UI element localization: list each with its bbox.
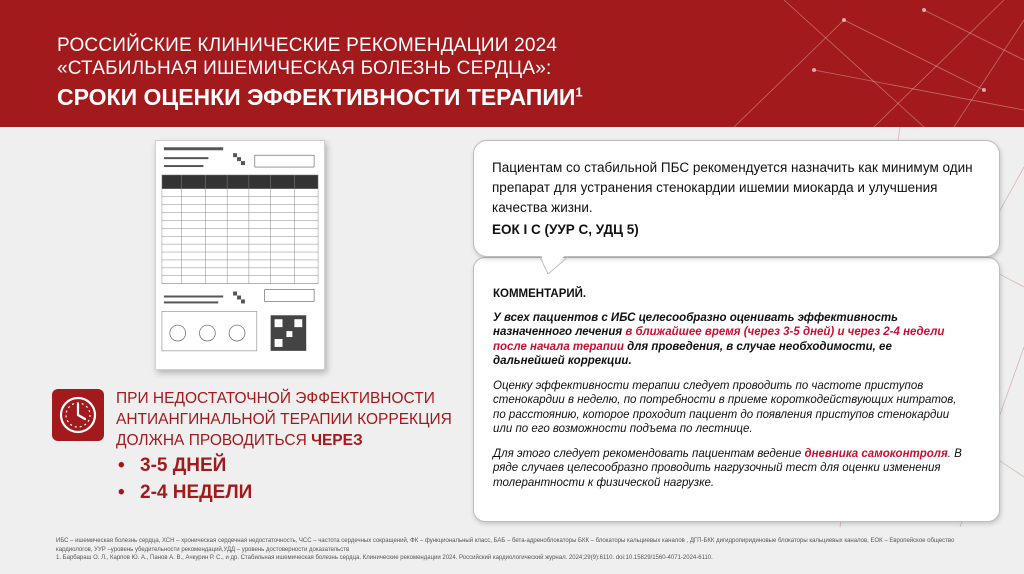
recommendation-text (492, 158, 987, 240)
correction-note (116, 388, 456, 451)
clock-icon (52, 389, 104, 441)
header-title-line1: РОССИЙСКИЕ КЛИНИЧЕСКИЕ РЕКОМЕНДАЦИИ 2024 (57, 35, 558, 56)
comment-p1-highlight: в ближайшее время (через 3-5 дней) и через 2-4 недели после начала терапии (493, 326, 945, 353)
comment-p3-highlight: дневника самоконтроля (804, 447, 948, 460)
term-item (118, 452, 252, 479)
comment-p1-tail: для проведения, в случае необходимости, ее дальнейшей коррекции. (493, 340, 892, 367)
comment-title: КОММЕНТАРИЙ. (493, 288, 587, 300)
self-control-diary-thumbnail (155, 140, 325, 370)
terms-list (118, 452, 252, 506)
recommendation-body: Пациентам со стабильной ПБС рекомендуется назначить как минимум один препарат для устранения стенокардии ишемии миокарда и улучшения качества жизни. (492, 160, 973, 215)
bullet-icon: • (118, 455, 125, 476)
header-title-main (57, 84, 583, 111)
comment-paragraph-2: Оценку эффективности терапии следует проводить по частоте приступов стенокардии в неделю, по потребности в приеме короткодействующих нитратов, по расстоянию, которое проходит пациент до появления приступов стенокардии или по его возможности подъема по лестнице. (493, 379, 957, 435)
comment-p3-tail: . В ряде случаев целесообразно проводить нагрузочный тест для оценки изменения толерантности к физической нагрузке. (493, 447, 962, 489)
term-text: 2-4 НЕДЕЛИ (140, 482, 253, 503)
term-item (118, 479, 252, 506)
header-banner (0, 0, 1024, 127)
bullet-icon: • (118, 482, 125, 503)
abbreviations: ИБС – ишемическая болезнь сердца, ХСН – хроническая сердечная недостаточность, ЧСС – частота сердечных сокращений, ФК – функциональный класс, БАБ – бета-адреноблокаторы БКК – блокаторы кальциевых каналов , ДГП-БКК дигидропиридиновые блокаторы кальциевых каналов, ЕОК – Европейское общество кардиологов, УУР –уровень убедительности рекомендаций,УДД – уровень достоверности доказательств (56, 538, 955, 553)
header-network-decoration (724, 0, 1024, 127)
comment-paragraph-1 (493, 311, 963, 369)
bubble-tail (540, 252, 568, 274)
diary-form-image (156, 141, 324, 369)
comment-p3-text: Для этого следует рекомендовать пациентам ведение (493, 447, 802, 460)
correction-note-bold: ЧЕРЕЗ (311, 432, 363, 449)
header-title-line2: «СТАБИЛЬНАЯ ИШЕМИЧЕСКАЯ БОЛЕЗНЬ СЕРДЦА»: (57, 58, 552, 79)
footer-notes (56, 537, 986, 563)
header-title-main-text: СРОКИ ОЦЕНКИ ЭФФЕКТИВНОСТИ ТЕРАПИИ (57, 84, 576, 110)
footnote-marker: 1 (575, 84, 583, 100)
recommendation-level: ЕОК I С (УУР С, УДЦ 5) (492, 222, 639, 237)
comment-content (493, 287, 963, 490)
term-text: 3-5 ДНЕЙ (140, 455, 227, 476)
comment-p1-text: У всех пациентов с ИБС целесообразно оценивать эффективность назначенного лечения (493, 311, 898, 338)
correction-note-text: ПРИ НЕДОСТАТОЧНОЙ ЭФФЕКТИВНОСТИ АНТИАНГИНАЛЬНОЙ ТЕРАПИИ КОРРЕКЦИЯ ДОЛЖНА ПРОВОДИТЬСЯ (116, 390, 452, 449)
reference: 1. Барбараш О. Л., Карпов Ю. А., Панов А. В., Ачкурин Р. С., и др. Стабильная ишемическая болезнь сердца. Клинические рекомендации 2024. Российский кардиологический журнал. 2024;29(9):6110. doi:10.15829/1560-4071-2024-6110. (56, 555, 713, 561)
comment-paragraph-3 (493, 447, 963, 491)
